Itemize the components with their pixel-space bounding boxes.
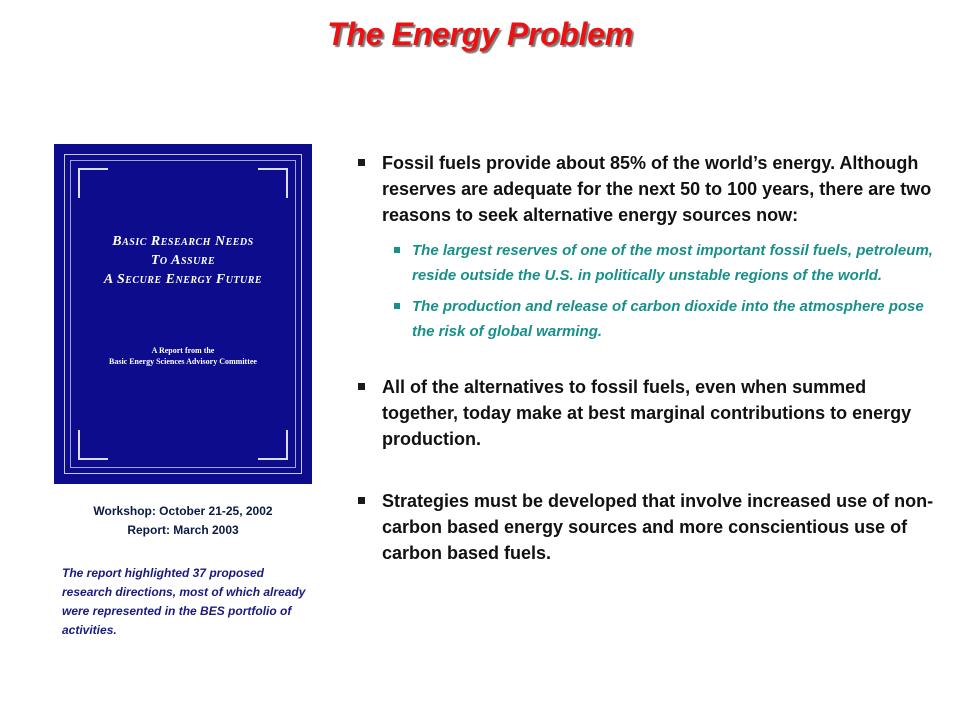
cover-frame-inner bbox=[70, 160, 296, 468]
report-date: Report: March 2003 bbox=[127, 523, 239, 537]
cover-subtitle-line: A Report from the bbox=[151, 346, 215, 355]
cover-title-line: To Assure bbox=[150, 253, 216, 268]
sub-bullet-item bbox=[356, 294, 936, 344]
cover-title bbox=[54, 232, 312, 289]
sub-bullet-text: The largest reserves of one of the most important fossil fuels, petroleum, reside outside the U.S. in politically unstable regions of the world. bbox=[412, 242, 933, 284]
report-caption bbox=[54, 502, 312, 540]
cover-corner-ornament bbox=[258, 168, 288, 198]
square-bullet-icon bbox=[394, 303, 400, 309]
cover-corner-ornament bbox=[258, 430, 288, 460]
report-cover-image bbox=[54, 144, 312, 484]
bullet-item bbox=[356, 488, 936, 566]
bullet-item bbox=[356, 374, 936, 452]
sub-bullet-item bbox=[356, 238, 936, 288]
cover-title-line: Basic Research Needs bbox=[112, 234, 254, 249]
workshop-date: Workshop: October 21-25, 2002 bbox=[93, 504, 273, 518]
page-title: The Energy Problem bbox=[327, 16, 633, 52]
cover-title-line: A Secure Energy Future bbox=[103, 272, 263, 287]
square-bullet-icon bbox=[394, 247, 400, 253]
bullet-text: Strategies must be developed that involve increased use of non-carbon based energy sources and more conscientious use of carbon based fuels. bbox=[382, 491, 934, 563]
square-bullet-icon bbox=[358, 497, 365, 504]
cover-subtitle bbox=[54, 345, 312, 367]
sub-bullet-text: The production and release of carbon dioxide into the atmosphere pose the risk of global warming. bbox=[412, 298, 924, 340]
bullet-item bbox=[356, 150, 936, 228]
report-note: The report highlighted 37 proposed research directions, most of which already were represented in the BES portfolio of activities. bbox=[62, 566, 306, 637]
bullet-text: Fossil fuels provide about 85% of the world’s energy. Although reserves are adequate for the next 50 to 100 years, there are two reasons to seek alternative energy sources now: bbox=[382, 153, 932, 225]
cover-corner-ornament bbox=[78, 430, 108, 460]
square-bullet-icon bbox=[358, 383, 365, 390]
cover-subtitle-line: Basic Energy Sciences Advisory Committee bbox=[109, 357, 257, 366]
square-bullet-icon bbox=[358, 159, 365, 166]
cover-corner-ornament bbox=[78, 168, 108, 198]
bullet-list bbox=[356, 150, 936, 566]
bullet-text: All of the alternatives to fossil fuels, even when summed together, today make at best marginal contributions to energy production. bbox=[382, 377, 912, 449]
